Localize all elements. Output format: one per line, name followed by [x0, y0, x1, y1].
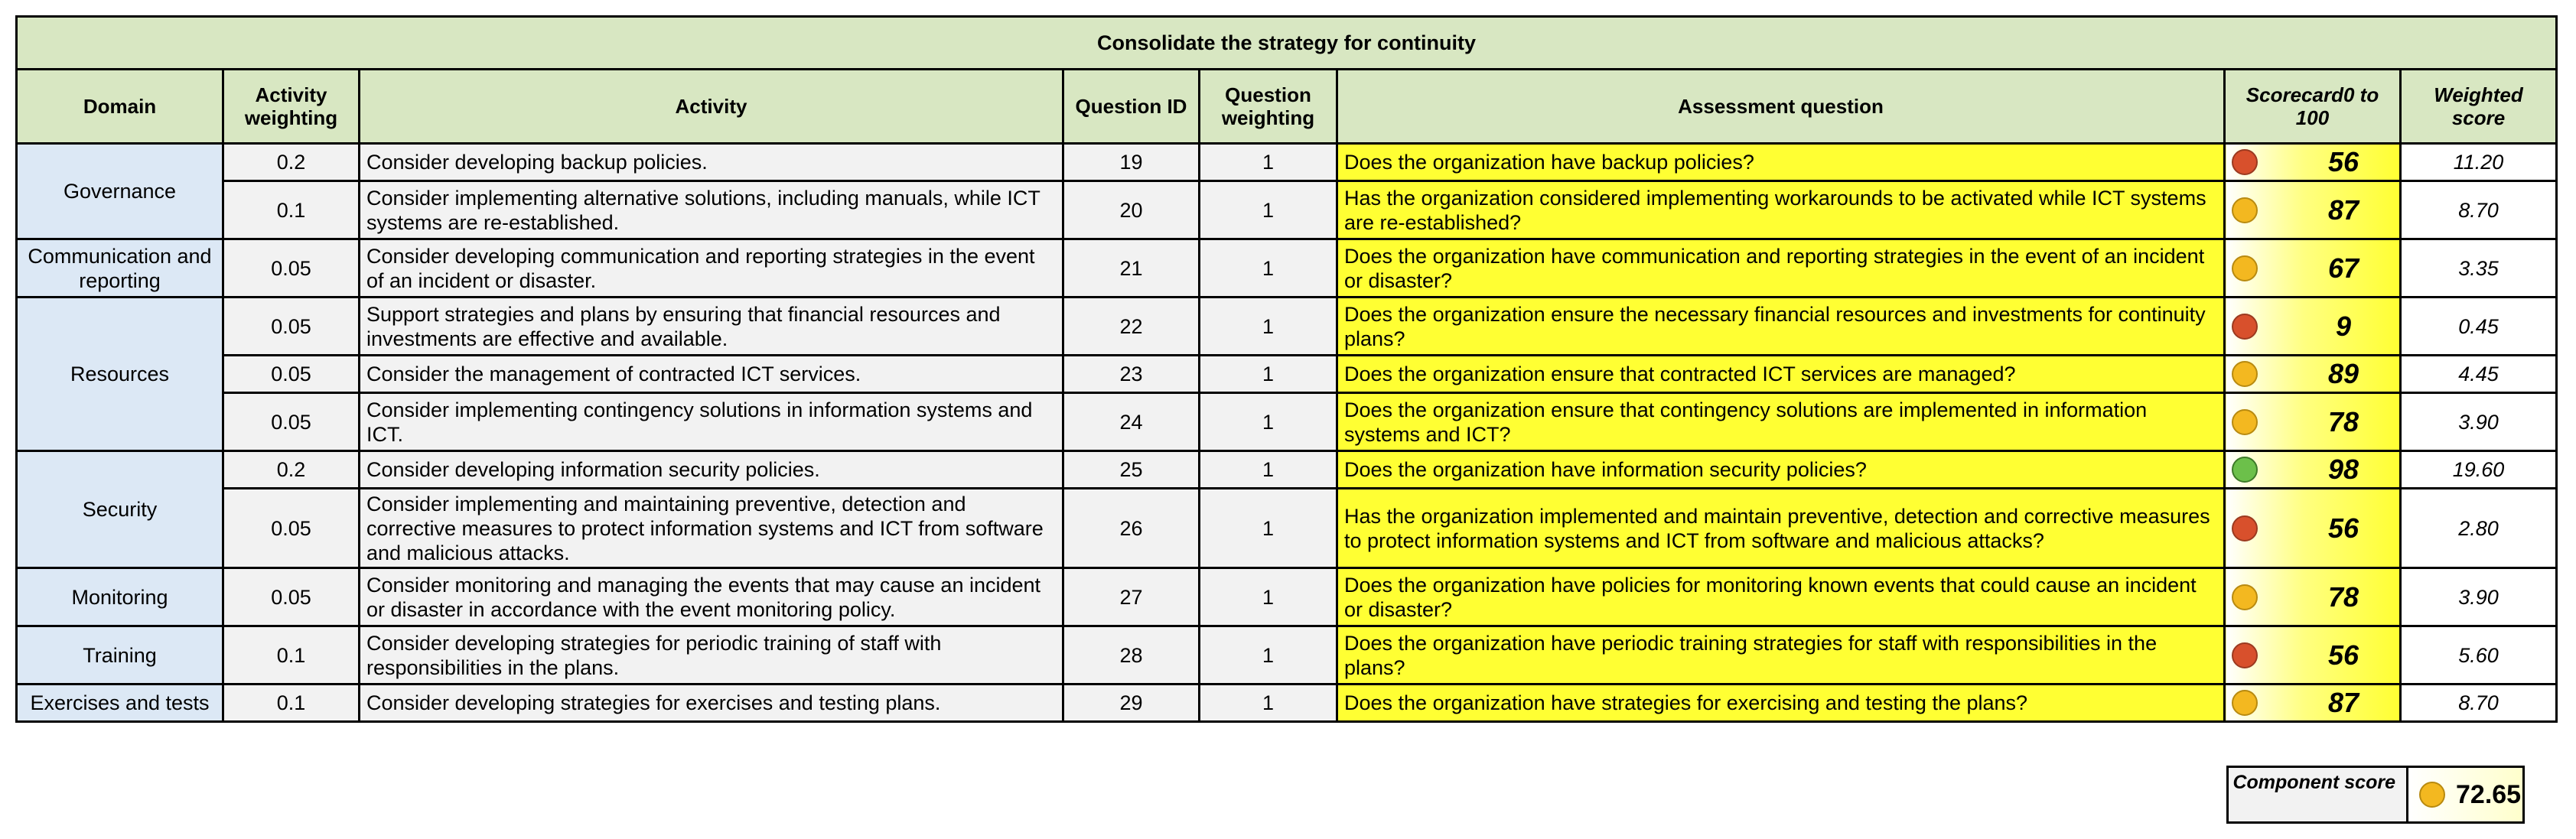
status-dot-icon	[2232, 457, 2258, 483]
question-id-cell: 23	[1063, 356, 1200, 393]
score-wrap	[2232, 358, 2393, 389]
status-dot-icon	[2232, 149, 2258, 175]
score-value[interactable]: 56	[2327, 639, 2359, 671]
question-id-cell: 28	[1063, 626, 1200, 685]
score-wrap	[2232, 405, 2393, 437]
assessment-question-cell[interactable]: Has the organization implemented and maintain preventive, detection and corrective measures to protect information systems and ICT from software and malicious attacks?	[1337, 489, 2225, 568]
activity-weighting-cell: 0.1	[223, 181, 360, 239]
activity-cell: Consider developing backup policies.	[360, 144, 1063, 181]
table-row	[17, 181, 2557, 239]
header-domain: Domain	[17, 70, 223, 144]
assessment-question-cell[interactable]: Does the organization have communication and reporting strategies in the event of an incident or disaster?	[1337, 239, 2225, 298]
status-dot-icon	[2232, 642, 2258, 668]
scorecard-cell[interactable]	[2225, 356, 2401, 393]
score-value[interactable]: 67	[2327, 252, 2359, 284]
scorecard-cell[interactable]	[2225, 568, 2401, 626]
score-wrap	[2232, 193, 2393, 226]
weighted-score-cell: 4.45	[2401, 356, 2557, 393]
activity-cell: Consider the management of contracted ICT services.	[360, 356, 1063, 393]
score-wrap	[2232, 252, 2393, 284]
question-weighting-cell: 1	[1200, 239, 1337, 298]
question-id-cell: 20	[1063, 181, 1200, 239]
score-value[interactable]: 87	[2327, 193, 2359, 226]
question-weighting-cell: 1	[1200, 685, 1337, 722]
activity-cell: Consider developing strategies for periodic training of staff with responsibilities in the plans.	[360, 626, 1063, 685]
status-dot-icon	[2232, 690, 2258, 716]
score-wrap	[2232, 454, 2393, 485]
activity-weighting-cell: 0.05	[223, 489, 360, 568]
status-dot-icon	[2232, 361, 2258, 387]
question-id-cell: 27	[1063, 568, 1200, 626]
table-row	[17, 239, 2557, 298]
activity-cell: Consider monitoring and managing the events that may cause an incident or disaster in accordance with the event monitoring policy.	[360, 568, 1063, 626]
question-id-cell: 26	[1063, 489, 1200, 568]
score-wrap	[2232, 512, 2393, 544]
header-question-weighting: Question weighting	[1200, 70, 1337, 144]
score-wrap	[2232, 580, 2393, 613]
question-id-cell: 19	[1063, 144, 1200, 181]
table-body	[17, 144, 2557, 722]
score-wrap	[2232, 639, 2393, 671]
domain-cell: Training	[17, 626, 223, 685]
weighted-score-cell: 3.90	[2401, 568, 2557, 626]
domain-cell: Governance	[17, 144, 223, 239]
assessment-question-cell[interactable]: Does the organization have backup policies?	[1337, 144, 2225, 181]
table-row	[17, 568, 2557, 626]
assessment-table	[15, 15, 2558, 723]
question-weighting-cell: 1	[1200, 489, 1337, 568]
activity-weighting-cell: 0.05	[223, 568, 360, 626]
scorecard-cell[interactable]	[2225, 489, 2401, 568]
weighted-score-cell: 8.70	[2401, 685, 2557, 722]
table-row	[17, 393, 2557, 451]
table-row	[17, 685, 2557, 722]
score-value[interactable]: 98	[2327, 454, 2359, 485]
activity-cell: Consider implementing contingency solutions in information systems and ICT.	[360, 393, 1063, 451]
component-score-value-cell	[2408, 768, 2522, 821]
activity-weighting-cell: 0.2	[223, 451, 360, 489]
activity-weighting-cell: 0.05	[223, 298, 360, 356]
question-weighting-cell: 1	[1200, 181, 1337, 239]
question-weighting-cell: 1	[1200, 568, 1337, 626]
activity-cell: Support strategies and plans by ensuring that financial resources and investments are effective and available.	[360, 298, 1063, 356]
activity-weighting-cell: 0.05	[223, 239, 360, 298]
question-weighting-cell: 1	[1200, 393, 1337, 451]
scorecard-cell[interactable]	[2225, 181, 2401, 239]
assessment-question-cell[interactable]: Does the organization have policies for monitoring known events that could cause an incident or disaster?	[1337, 568, 2225, 626]
activity-weighting-cell: 0.1	[223, 626, 360, 685]
component-score-label: Component score	[2229, 768, 2408, 821]
status-dot-icon	[2232, 584, 2258, 610]
header-weighted-score: Weighted score	[2401, 70, 2557, 144]
question-weighting-cell: 1	[1200, 451, 1337, 489]
page-title: Consolidate the strategy for continuity	[17, 17, 2557, 70]
scorecard-cell[interactable]	[2225, 451, 2401, 489]
question-id-cell: 29	[1063, 685, 1200, 722]
score-value[interactable]: 78	[2327, 405, 2359, 437]
status-dot-icon	[2232, 197, 2258, 223]
activity-cell: Consider developing information security policies.	[360, 451, 1063, 489]
assessment-question-cell[interactable]: Has the organization considered implementing workarounds to be activated while ICT systems are re-established?	[1337, 181, 2225, 239]
component-score-value: 72.65	[2456, 779, 2522, 809]
question-weighting-cell: 1	[1200, 144, 1337, 181]
header-assessment-question: Assessment question	[1337, 70, 2225, 144]
question-weighting-cell: 1	[1200, 626, 1337, 685]
question-id-cell: 25	[1063, 451, 1200, 489]
weighted-score-cell: 11.20	[2401, 144, 2557, 181]
activity-weighting-cell: 0.05	[223, 356, 360, 393]
status-dot-icon	[2232, 255, 2258, 281]
score-value[interactable]: 9	[2335, 310, 2352, 342]
table-row	[17, 298, 2557, 356]
scorecard-cell[interactable]	[2225, 298, 2401, 356]
domain-cell: Communication and reporting	[17, 239, 223, 298]
status-dot-icon	[2419, 782, 2445, 808]
question-id-cell: 24	[1063, 393, 1200, 451]
score-value[interactable]: 87	[2327, 687, 2359, 718]
table-row	[17, 356, 2557, 393]
question-id-cell: 22	[1063, 298, 1200, 356]
scorecard-cell[interactable]	[2225, 393, 2401, 451]
score-value[interactable]: 78	[2327, 580, 2359, 613]
weighted-score-cell: 5.60	[2401, 626, 2557, 685]
question-weighting-cell: 1	[1200, 356, 1337, 393]
weighted-score-cell: 3.35	[2401, 239, 2557, 298]
activity-weighting-cell: 0.1	[223, 685, 360, 722]
assessment-question-cell[interactable]: Does the organization have information security policies?	[1337, 451, 2225, 489]
domain-cell: Exercises and tests	[17, 685, 223, 722]
scorecard-cell[interactable]	[2225, 144, 2401, 181]
score-wrap	[2232, 146, 2393, 177]
weighted-score-cell: 0.45	[2401, 298, 2557, 356]
assessment-sheet	[15, 15, 2555, 723]
scorecard-cell[interactable]	[2225, 239, 2401, 298]
weighted-score-cell: 19.60	[2401, 451, 2557, 489]
scorecard-cell[interactable]	[2225, 626, 2401, 685]
activity-cell: Consider developing strategies for exercises and testing plans.	[360, 685, 1063, 722]
assessment-question-cell[interactable]: Does the organization ensure that contracted ICT services are managed?	[1337, 356, 2225, 393]
header-activity: Activity	[360, 70, 1063, 144]
assessment-question-cell[interactable]: Does the organization have strategies for exercising and testing the plans?	[1337, 685, 2225, 722]
assessment-question-cell[interactable]: Does the organization ensure the necessary financial resources and investments for continuity plans?	[1337, 298, 2225, 356]
status-dot-icon	[2232, 409, 2258, 435]
weighted-score-cell: 2.80	[2401, 489, 2557, 568]
score-value[interactable]: 56	[2327, 512, 2359, 544]
domain-cell: Resources	[17, 298, 223, 451]
table-row	[17, 626, 2557, 685]
weighted-score-cell: 3.90	[2401, 393, 2557, 451]
table-row	[17, 144, 2557, 181]
table-row	[17, 489, 2557, 568]
domain-cell: Security	[17, 451, 223, 568]
activity-cell: Consider developing communication and reporting strategies in the event of an incident or disaster.	[360, 239, 1063, 298]
activity-cell: Consider implementing alternative solutions, including manuals, while ICT systems are re-established.	[360, 181, 1063, 239]
header-scorecard: Scorecard0 to 100	[2225, 70, 2401, 144]
question-id-cell: 21	[1063, 239, 1200, 298]
score-value[interactable]: 56	[2327, 146, 2359, 177]
activity-weighting-cell: 0.05	[223, 393, 360, 451]
activity-weighting-cell: 0.2	[223, 144, 360, 181]
assessment-question-cell[interactable]: Does the organization ensure that contingency solutions are implemented in information systems and ICT?	[1337, 393, 2225, 451]
weighted-score-cell: 8.70	[2401, 181, 2557, 239]
assessment-question-cell[interactable]: Does the organization have periodic training strategies for staff with responsibilities in the plans?	[1337, 626, 2225, 685]
score-wrap	[2232, 687, 2393, 718]
status-dot-icon	[2232, 515, 2258, 541]
table-row	[17, 451, 2557, 489]
score-value[interactable]: 89	[2327, 358, 2359, 389]
domain-cell: Monitoring	[17, 568, 223, 626]
status-dot-icon	[2232, 314, 2258, 340]
question-weighting-cell: 1	[1200, 298, 1337, 356]
header-activity-weighting: Activity weighting	[223, 70, 360, 144]
scorecard-cell[interactable]	[2225, 685, 2401, 722]
score-wrap	[2232, 310, 2393, 342]
header-question-id: Question ID	[1063, 70, 1200, 144]
activity-cell: Consider implementing and maintaining preventive, detection and corrective measures to protect information systems and ICT from software and malicious attacks.	[360, 489, 1063, 568]
component-score-box	[2226, 766, 2525, 824]
